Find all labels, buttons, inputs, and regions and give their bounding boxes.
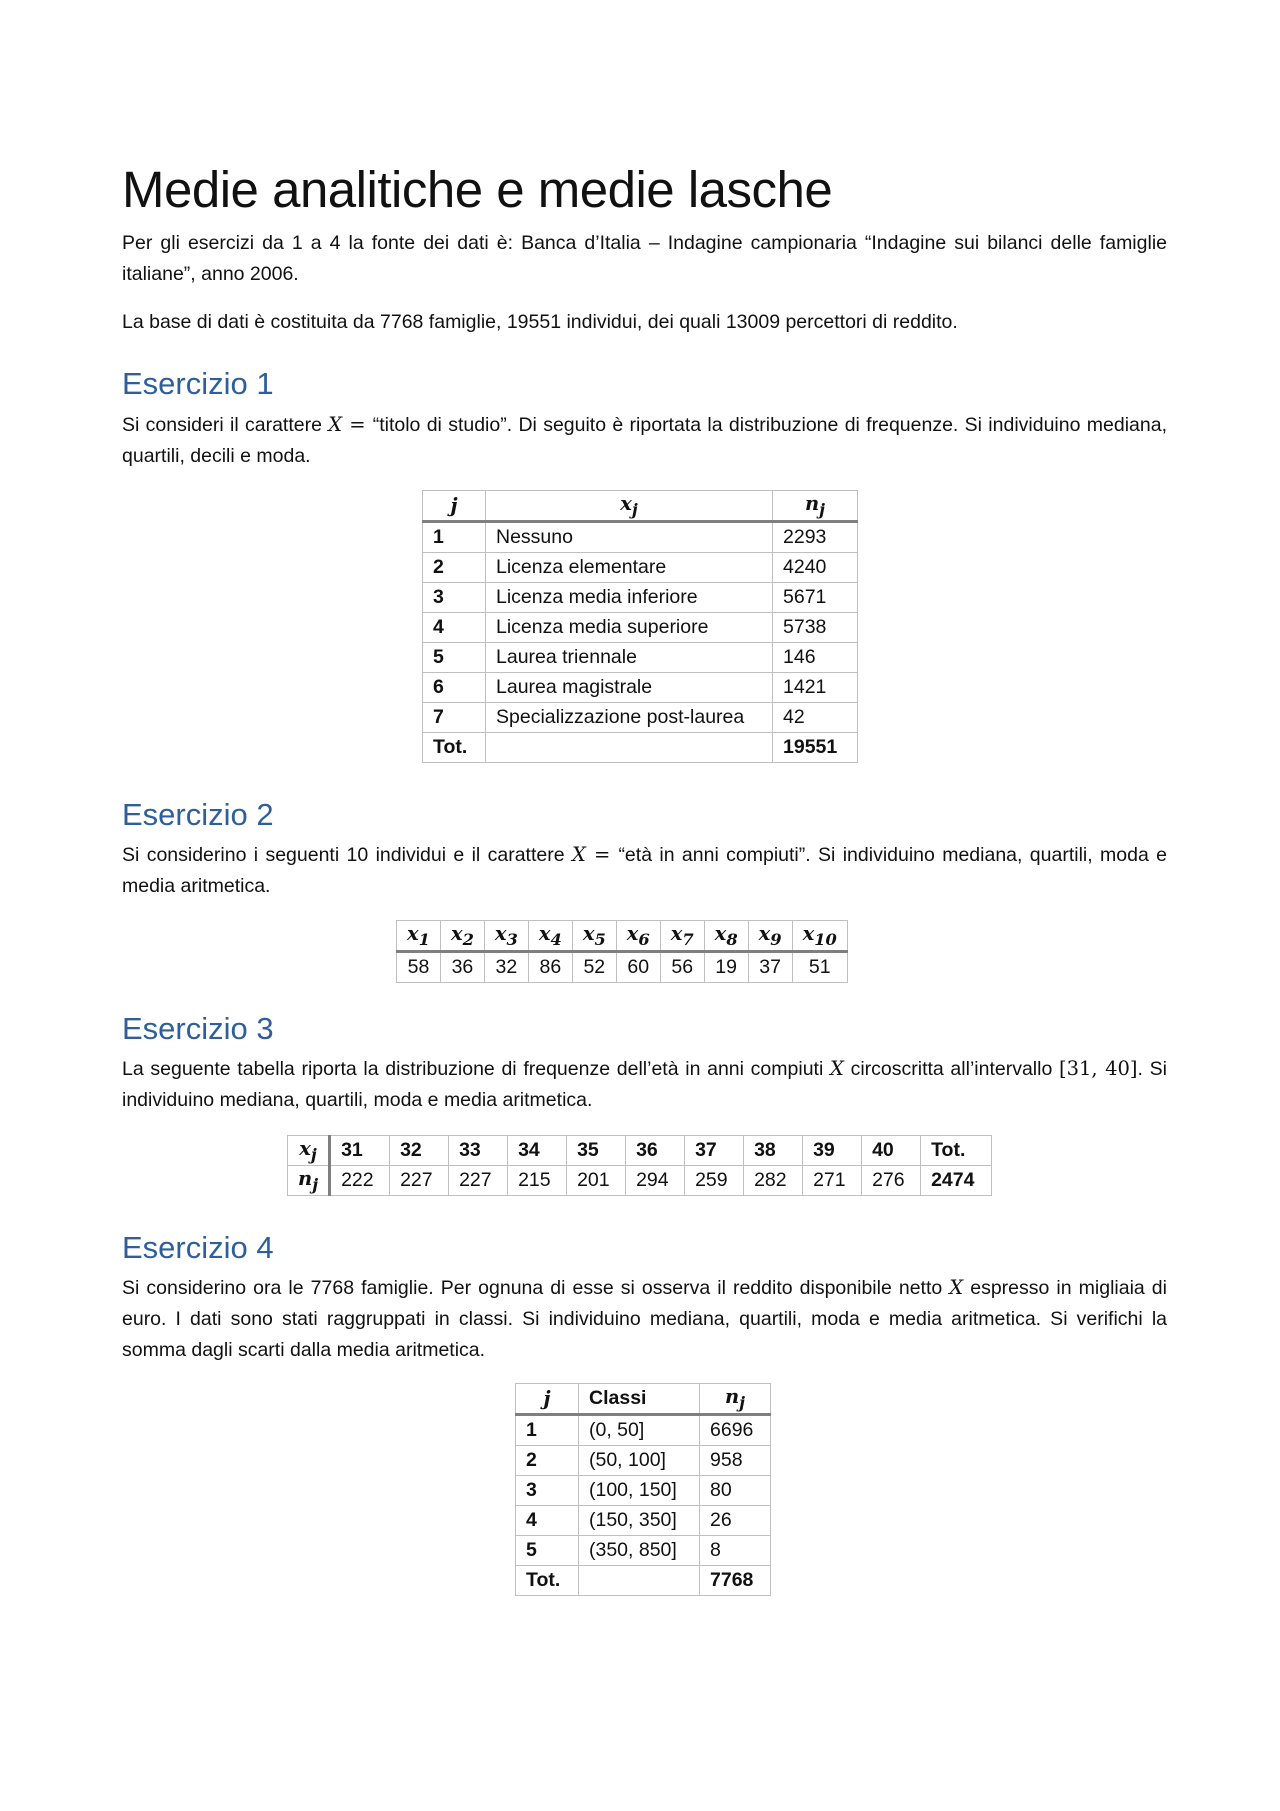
x-symbol: x [626,922,639,946]
x-sub: 5 [594,929,606,949]
value-cell: 86 [528,952,572,983]
n-value-cell: 282 [744,1166,803,1196]
table-row [516,1506,771,1536]
x-sub: 3 [506,929,518,949]
n-value-cell: 227 [390,1166,449,1196]
n-value-cell: 201 [567,1166,626,1196]
exercise-4-heading: Esercizio 4 [122,1230,274,1265]
x-value-cell: 34 [508,1136,567,1166]
x-value-cell: 36 [626,1136,685,1166]
value-cell: 58 [397,952,441,983]
row-index: 5 [516,1536,579,1566]
table-x-row [288,1136,992,1166]
row-frequency: 42 [773,703,858,733]
exercise-1-table [422,490,858,763]
header-nj [773,491,858,522]
exercise-2-heading: Esercizio 2 [122,797,274,832]
x-sub: 2 [462,929,474,949]
header-x3 [484,921,528,952]
row-index: 4 [423,613,486,643]
total-value: 7768 [700,1566,771,1596]
exercise-3-table [287,1135,992,1196]
row-index: 4 [516,1506,579,1536]
table-row [516,1446,771,1476]
exercise-2-eq: = [585,843,619,866]
x-value-cell: 33 [449,1136,508,1166]
intro-paragraph-1: Per gli esercizi da 1 a 4 la fonte dei dati è: Banca d’Italia – Indagine campionaria “Indagine sui bilanci delle famiglie italiane”, anno 2006. [122,232,1167,285]
row-label-xj [288,1136,330,1166]
header-x-sub: j [631,499,638,519]
x-sub: 4 [550,929,562,949]
x-symbol: x [450,922,463,946]
row-frequency: 80 [700,1476,771,1506]
intro-paragraph-2: La base di dati è costituita da 7768 famiglie, 19551 individui, dei quali 13009 percettori di reddito. [122,311,958,333]
x-value-cell: 38 [744,1136,803,1166]
header-j: j [516,1384,579,1415]
header-x6 [616,921,660,952]
row-category: Laurea triennale [486,643,773,673]
header-j: j [423,491,486,522]
x-sub: 10 [814,929,837,949]
exercise-3-heading: Esercizio 3 [122,1011,274,1046]
n-symbol: n [724,1385,740,1409]
n-value-cell: 271 [803,1166,862,1196]
row-frequency: 5738 [773,613,858,643]
table-total-row [423,733,858,763]
n-sub: j [739,1392,746,1412]
x-value-cell: 39 [803,1136,862,1166]
x-symbol: x [299,1137,311,1161]
exercise-1-text-a: Si consideri il carattere [122,414,329,436]
header-x2 [440,921,484,952]
value-cell: 36 [440,952,484,983]
table-header-row [423,491,858,522]
value-cell: 51 [792,952,847,983]
x-value-cell: 37 [685,1136,744,1166]
x-symbol: x [758,922,771,946]
row-index: 1 [516,1415,579,1446]
table-total-row [516,1566,771,1596]
x-symbol: x [802,922,815,946]
row-frequency: 5671 [773,583,858,613]
table-n-row [288,1166,992,1196]
exercise-3-text-a: La seguente tabella riporta la distribuzione di frequenze dell’età in anni compiuti [122,1058,830,1080]
header-nj [700,1384,771,1415]
exercise-3-text-c: . Si individuino mediana, quartili, moda e media aritmetica. [122,1058,1167,1111]
header-x9 [748,921,792,952]
exercise-3-interval: [31, 40] [1059,1057,1138,1080]
x-sub: j [310,1144,317,1164]
exercise-2-var: X [571,843,586,866]
exercise-2-text-a: Si considerino i seguenti 10 individui e il carattere [122,844,572,866]
table-row [516,1415,771,1446]
table-row [423,522,858,553]
n-value-cell: 294 [626,1166,685,1196]
value-cell: 52 [572,952,616,983]
total-empty-cell [579,1566,700,1596]
x-value-cell: 31 [330,1136,390,1166]
header-classi: Classi [579,1384,700,1415]
exercise-3-var: X [829,1057,844,1080]
exercise-2-text [122,839,1167,902]
exercise-3-text-b: circoscritta all’intervallo [843,1058,1060,1080]
exercise-1-var: X [328,413,343,436]
x-sub: 6 [638,929,650,949]
row-index: 3 [516,1476,579,1506]
table-row [423,553,858,583]
table-row [423,703,858,733]
exercise-2-table [396,920,848,983]
exercise-2-text-b: “età in anni compiuti”. Si individuino mediana, quartili, moda e media aritmetica. [122,844,1167,897]
n-symbol: n [298,1167,313,1191]
table-header-row [516,1384,771,1415]
exercise-4-table [515,1383,771,1596]
x-value-cell: 32 [390,1136,449,1166]
exercise-4-text-b: espresso in migliaia di euro. I dati sono stati raggruppati in classi. Si individuino mediana, quartili, moda e media aritmetica. Si verifichi la somma dagli scarti dalla media aritmetica. [122,1277,1167,1361]
x-sub: 7 [682,929,694,949]
row-class: (50, 100] [579,1446,700,1476]
exercise-1-eq: = [342,413,373,436]
total-label: Tot. [423,733,486,763]
row-frequency: 4240 [773,553,858,583]
x-symbol: x [538,922,551,946]
row-frequency: 1421 [773,673,858,703]
exercise-4-var: X [949,1276,964,1299]
value-cell: 37 [748,952,792,983]
value-cell: 19 [704,952,748,983]
row-category: Licenza elementare [486,553,773,583]
n-value-cell: 276 [862,1166,921,1196]
n-value-cell: 259 [685,1166,744,1196]
exercise-4-text-a: Si considerino ora le 7768 famiglie. Per ognuna di esse si osserva il reddito disponibile netto [122,1277,950,1299]
row-category: Licenza media superiore [486,613,773,643]
header-x8 [704,921,748,952]
row-category: Specializzazione post-laurea [486,703,773,733]
row-index: 6 [423,673,486,703]
total-value: 19551 [773,733,858,763]
table-row [516,1476,771,1506]
row-frequency: 958 [700,1446,771,1476]
exercise-1-text [122,409,1167,472]
n-value-cell: 222 [330,1166,390,1196]
row-index: 1 [423,522,486,553]
x-sub: 8 [726,929,738,949]
header-x5 [572,921,616,952]
exercise-1-text-b: “titolo di studio”. Di seguito è riportata la distribuzione di frequenze. Si individuino mediana, quartili, decili e moda. [122,414,1167,467]
value-cell: 32 [484,952,528,983]
header-x4 [528,921,572,952]
row-frequency: 146 [773,643,858,673]
header-x1 [397,921,441,952]
row-index: 2 [516,1446,579,1476]
x-total-label: Tot. [921,1136,992,1166]
row-class: (0, 50] [579,1415,700,1446]
x-value-cell: 35 [567,1136,626,1166]
header-n-sub: j [819,499,826,519]
header-x7 [660,921,704,952]
row-index: 2 [423,553,486,583]
row-class: (350, 850] [579,1536,700,1566]
n-value-cell: 227 [449,1166,508,1196]
header-x-symbol: x [620,492,632,516]
table-row [423,643,858,673]
row-frequency: 6696 [700,1415,771,1446]
value-cell: 60 [616,952,660,983]
x-value-cell: 40 [862,1136,921,1166]
x-symbol: x [714,922,727,946]
row-index: 5 [423,643,486,673]
table-row [423,673,858,703]
x-symbol: x [582,922,595,946]
page-title: Medie analitiche e medie lasche [122,161,833,218]
n-total-value: 2474 [921,1166,992,1196]
header-n-symbol: n [804,492,820,516]
header-x10 [792,921,847,952]
table-header-row [397,921,848,952]
row-index: 7 [423,703,486,733]
total-label: Tot. [516,1566,579,1596]
x-sub: 9 [770,929,782,949]
row-frequency: 26 [700,1506,771,1536]
x-symbol: x [494,922,507,946]
value-cell: 56 [660,952,704,983]
table-row [423,583,858,613]
row-category: Laurea magistrale [486,673,773,703]
row-index: 3 [423,583,486,613]
exercise-1-heading: Esercizio 1 [122,366,274,401]
n-sub: j [312,1174,319,1194]
row-class: (150, 350] [579,1506,700,1536]
exercise-4-text [122,1272,1167,1366]
table-row [516,1536,771,1566]
row-class: (100, 150] [579,1476,700,1506]
row-category: Licenza media inferiore [486,583,773,613]
x-sub: 1 [418,929,430,949]
x-symbol: x [670,922,683,946]
table-row [397,952,848,983]
row-frequency: 8 [700,1536,771,1566]
row-frequency: 2293 [773,522,858,553]
header-xj [486,491,773,522]
x-symbol: x [407,922,419,946]
total-empty-cell [486,733,773,763]
n-value-cell: 215 [508,1166,567,1196]
exercise-3-text [122,1053,1167,1116]
row-label-nj [288,1166,330,1196]
table-row [423,613,858,643]
row-category: Nessuno [486,522,773,553]
